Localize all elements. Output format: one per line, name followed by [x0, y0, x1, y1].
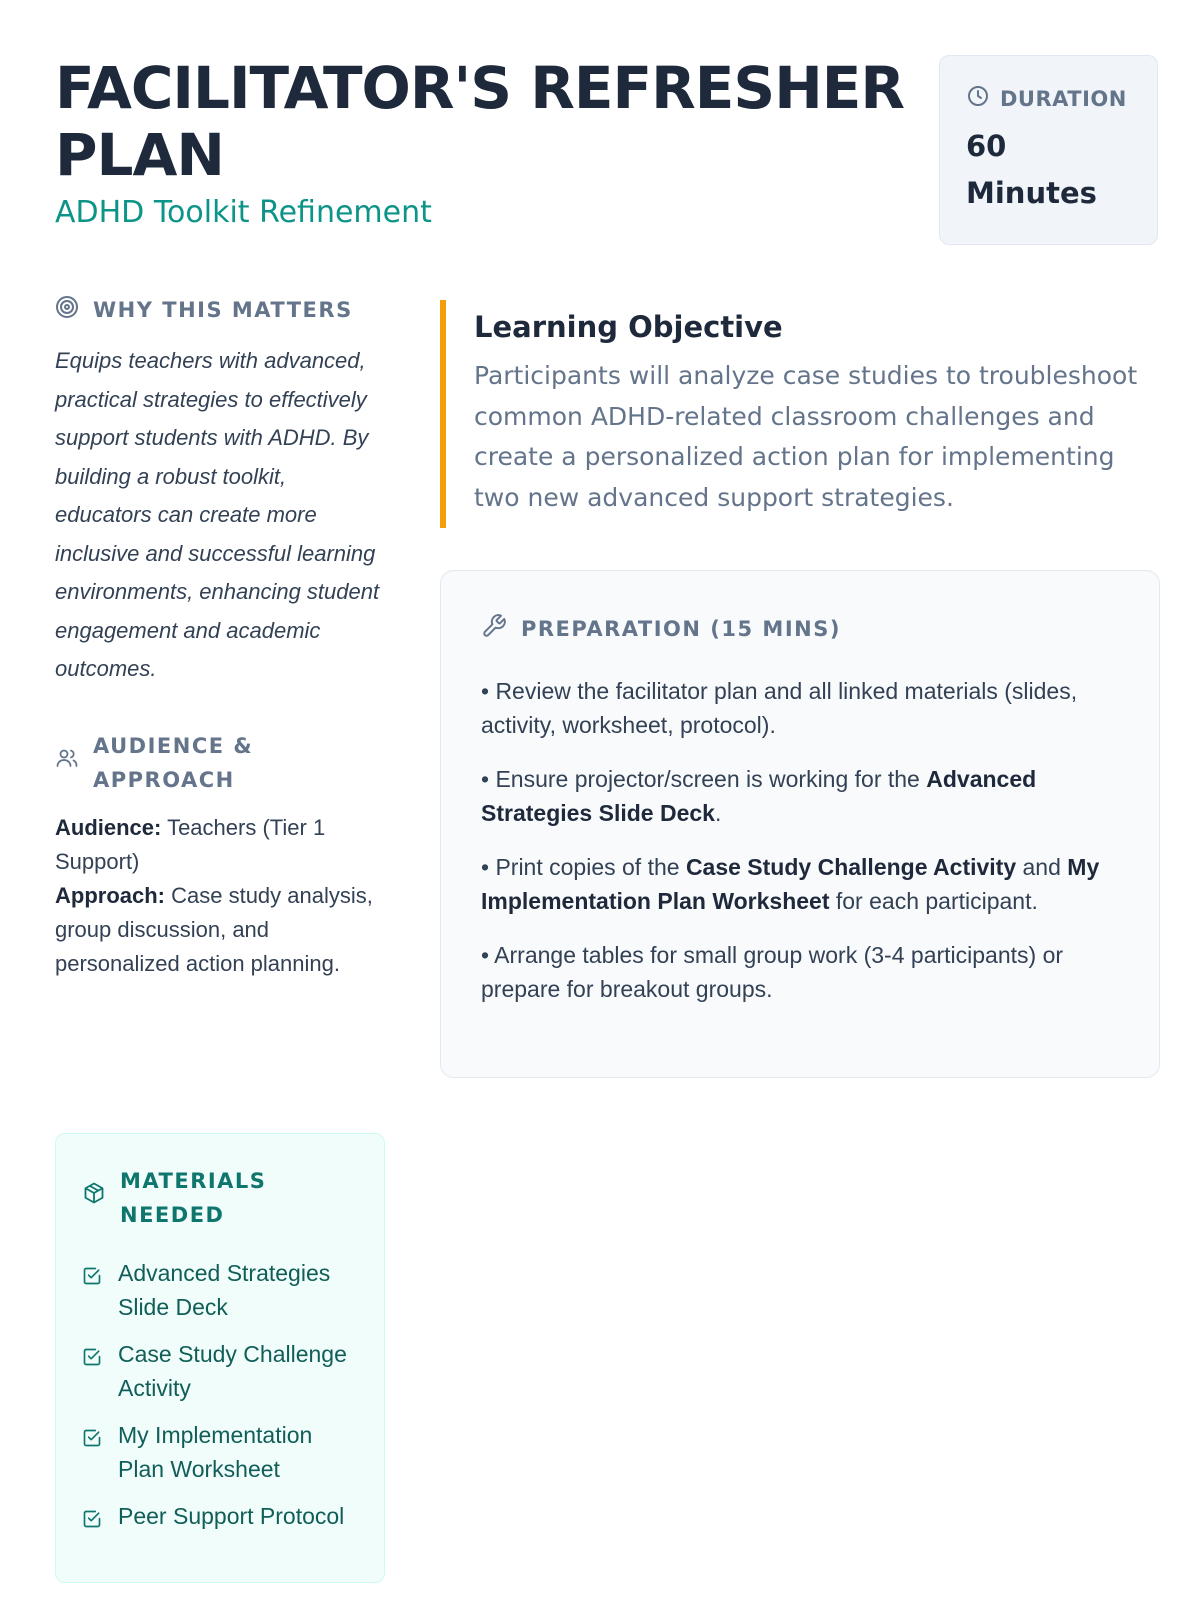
materials-heading [82, 1164, 358, 1232]
preparation-item [481, 674, 1119, 742]
audience-heading-label: AUDIENCE & APPROACH [93, 733, 254, 792]
preparation-item [481, 938, 1119, 1006]
materials-item-label: Case Study Challenge Activity [118, 1341, 347, 1401]
preparation-item-text: and [1016, 854, 1068, 880]
preparation-item-text: . [714, 800, 722, 826]
preparation-item-text: for each participant. [829, 888, 1038, 914]
why-heading [55, 295, 385, 324]
package-icon [82, 1181, 106, 1215]
duration-card [939, 55, 1158, 245]
materials-heading-label: MATERIALS NEEDED [120, 1169, 267, 1227]
why-text: Equips teachers with advanced, practical strategies to effectively support students with ADHD. By building a robust toolkit, educators can create more inclusive and successful learning environments, enhancing student engagement and academic outcomes. [55, 348, 380, 681]
preparation-item-text: • Review the facilitator plan and all linked materials (slides, activity, worksheet, protocol). [481, 678, 1078, 738]
page-header [55, 55, 905, 230]
preparation-item-emphasis: Advanced Strategies Slide Deck [481, 766, 1037, 826]
materials-item-label: Peer Support Protocol [118, 1503, 345, 1529]
preparation-item-text: • Ensure projector/screen is working for the [481, 766, 927, 792]
clock-icon [966, 84, 990, 113]
users-icon [55, 746, 79, 780]
preparation-heading-label: PREPARATION (15 MINS) [521, 616, 841, 641]
objective-title: Learning Objective [474, 310, 783, 344]
materials-item-label: My Implementation Plan Worksheet [118, 1422, 313, 1482]
preparation-item-text: • Arrange tables for small group work (3-4 participants) or prepare for breakout groups. [481, 942, 1064, 1002]
audience-heading [55, 729, 385, 797]
checkbox-checked-icon [82, 1418, 106, 1486]
objective-text: Participants will analyze case studies to troubleshoot common ADHD-related classroom challenges and create a personalized action plan for implementing two new advanced support strategies. [474, 361, 1138, 512]
approach-value: Case study analysis, group discussion, and personalized action planning. [55, 882, 373, 976]
wrench-icon [481, 613, 507, 644]
preparation-card [440, 570, 1160, 1078]
materials-item [82, 1337, 358, 1405]
duration-header [966, 84, 1131, 113]
page-subtitle: ADHD Toolkit Refinement [55, 195, 432, 230]
preparation-heading [481, 613, 1119, 644]
preparation-item-text: • Print copies of the [481, 854, 686, 880]
audience-text [55, 811, 385, 981]
checkbox-checked-icon [82, 1499, 106, 1538]
left-column [55, 295, 385, 981]
checkbox-checked-icon [82, 1256, 106, 1324]
materials-item-label: Advanced Strategies Slide Deck [118, 1260, 331, 1320]
materials-list [82, 1256, 358, 1538]
why-heading-label: WHY THIS MATTERS [93, 297, 353, 322]
preparation-item-emphasis: Case Study Challenge Activity [685, 854, 1017, 880]
duration-label: DURATION [1000, 86, 1127, 111]
target-icon [55, 295, 79, 324]
why-section [55, 295, 385, 689]
learning-objective [440, 300, 1160, 528]
approach-label: Approach: [55, 882, 165, 908]
audience-value: Teachers (Tier 1 Support) [55, 814, 326, 874]
preparation-item-emphasis: My Implementation Plan Worksheet [481, 854, 1100, 914]
audience-label: Audience: [55, 814, 162, 840]
materials-item [82, 1499, 358, 1538]
preparation-item [481, 762, 1119, 830]
materials-card [55, 1133, 385, 1583]
preparation-item [481, 850, 1119, 918]
page-title: FACILITATOR'S REFRESHER PLAN [55, 54, 905, 189]
duration-value: 60 Minutes [966, 129, 1097, 210]
preparation-list [481, 674, 1119, 1006]
checkbox-checked-icon [82, 1337, 106, 1405]
audience-section [55, 729, 385, 981]
materials-item [82, 1418, 358, 1486]
materials-item [82, 1256, 358, 1324]
